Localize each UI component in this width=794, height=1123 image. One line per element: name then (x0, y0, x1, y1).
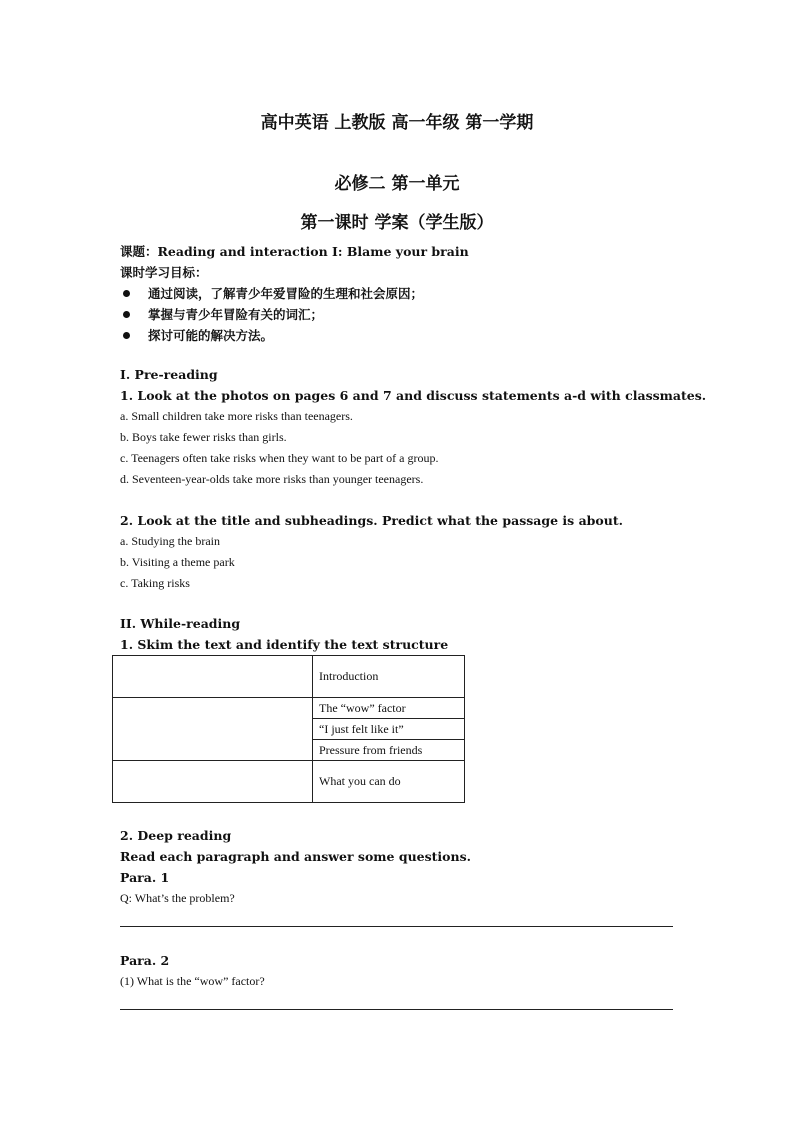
statement-option: d. Seventeen-year-olds take more risks than younger teenagers. (120, 472, 424, 486)
lesson-title: 第一课时 学案（学生版） (300, 213, 494, 233)
deep-reading-heading: 2. Deep reading (120, 828, 232, 843)
pre-reading-heading: I. Pre-reading (120, 367, 218, 382)
bullet-icon (123, 290, 130, 297)
bullet-icon (123, 311, 130, 318)
para-1-question: Q: What’s the problem? (120, 891, 235, 905)
deep-reading-instruction: Read each paragraph and answer some questions. (120, 849, 471, 864)
pre-reading-question-2: 2. Look at the title and subheadings. Predict what the passage is about. (120, 513, 623, 528)
prediction-option: a. Studying the brain (120, 534, 220, 548)
goal-text: 掌握与青少年冒险有关的词汇； (148, 307, 324, 322)
goal-text: 通过阅读，了解青少年爱冒险的生理和社会原因； (148, 286, 424, 301)
table-cell: The “wow” factor (313, 698, 465, 719)
table-cell: What you can do (313, 761, 465, 803)
answer-line[interactable] (120, 1009, 673, 1010)
goal-text: 探讨可能的解决方法。 (148, 328, 274, 343)
table-cell: “I just felt like it” (313, 719, 465, 740)
document-title: 高中英语 上教版 高一年级 第一学期 (260, 113, 534, 133)
blank-cell[interactable] (113, 698, 313, 761)
para-2-question: (1) What is the “wow” factor? (120, 974, 265, 988)
blank-cell[interactable] (113, 656, 313, 698)
statement-option: c. Teenagers often take risks when they want to be part of a group. (120, 451, 439, 465)
pre-reading-question-1: 1. Look at the photos on pages 6 and 7 and discuss statements a-d with classmates. (120, 388, 707, 403)
para-2-label: Para. 2 (120, 953, 170, 968)
prediction-option: c. Taking risks (120, 576, 190, 590)
table-cell: Introduction (313, 656, 465, 698)
while-reading-heading: II. While-reading (120, 616, 241, 631)
goal-item (120, 326, 273, 344)
goals-label: 课时学习目标： (120, 265, 208, 280)
statement-option: b. Boys take fewer risks than girls. (120, 430, 287, 444)
prediction-option: b. Visiting a theme park (120, 555, 235, 569)
answer-line[interactable] (120, 926, 673, 927)
blank-cell[interactable] (113, 761, 313, 803)
unit-title: 必修二 第一单元 (334, 174, 460, 194)
table-cell: Pressure from friends (313, 740, 465, 761)
while-reading-question-1: 1. Skim the text and identify the text structure (120, 637, 449, 652)
para-1-label: Para. 1 (120, 870, 170, 885)
goal-item (120, 284, 423, 302)
goal-item (120, 305, 323, 323)
statement-option: a. Small children take more risks than teenagers. (120, 409, 353, 423)
lesson-topic: 课题：Reading and interaction I: Blame your brain (120, 244, 469, 259)
text-structure-table (112, 655, 465, 803)
bullet-icon (123, 332, 130, 339)
